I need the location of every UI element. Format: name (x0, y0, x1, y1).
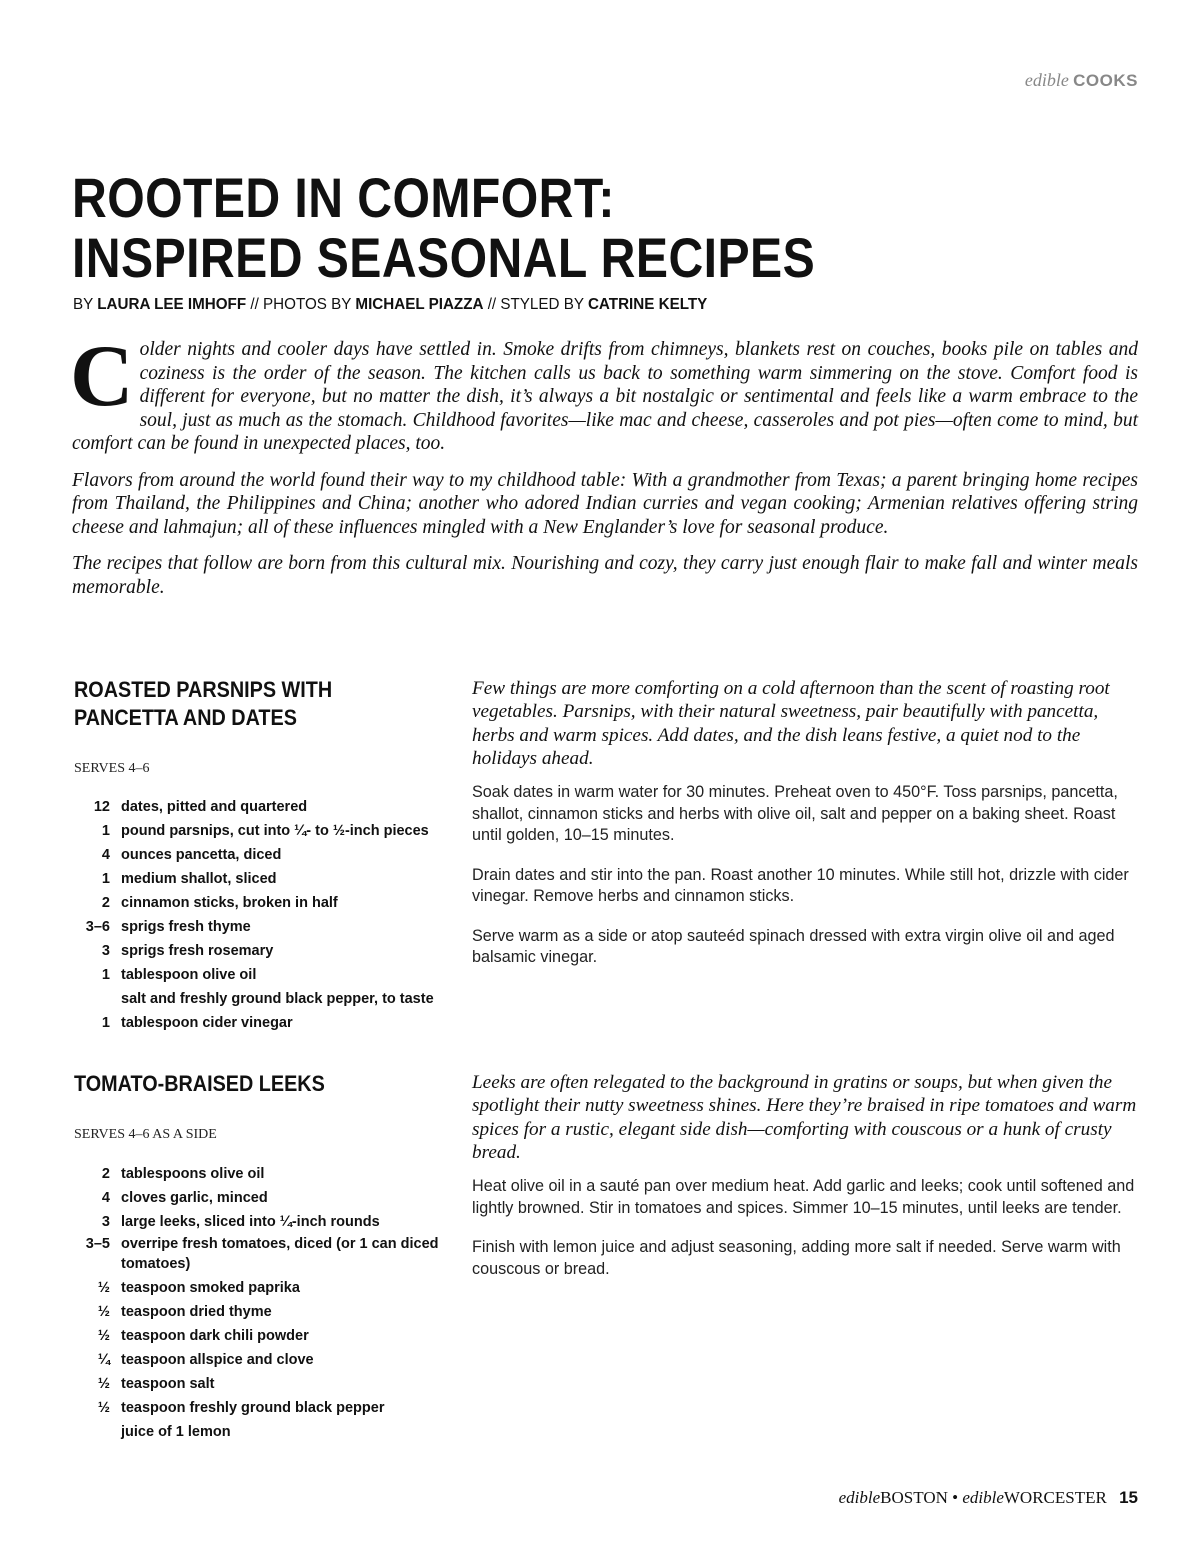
ingredient-item (74, 1013, 454, 1033)
ingredient-item (74, 821, 454, 841)
ingredient-item (74, 1374, 454, 1394)
ingredient-qty (74, 1422, 110, 1442)
byline-author: LAURA LEE IMHOFF (97, 296, 247, 313)
ingredient-qty: 3 (101, 1214, 110, 1230)
ingredient-qty: ½ (97, 1280, 110, 1296)
recipe-serves-leeks: SERVES 4–6 AS A SIDE (74, 1127, 217, 1142)
ingredient-item (74, 1326, 454, 1346)
recipe-lead: Leeks are often relegated to the background in gratins or soups, but when given the spotlight their nutty sweetness shines. Here they’re braised in ripe tomatoes and warm spices for a rustic, elegant side dish—comforting with couscous or a hunk of crusty bread. (472, 1072, 1137, 1163)
footer-edible-1: edible (838, 1488, 881, 1507)
ingredient-qty: ½ (97, 1376, 110, 1392)
ingredient-desc: sprigs fresh thyme (121, 919, 251, 935)
section-name: COOKS (1073, 71, 1138, 90)
section-prefix: edible (1024, 70, 1069, 90)
drop-cap: C (70, 328, 134, 425)
intro (70, 328, 1138, 612)
ingredient-desc: pound parsnips, cut into ¼- to ½-inch pieces (121, 823, 429, 839)
ingredient-desc: teaspoon dried thyme (121, 1304, 272, 1320)
recipe-serves-parsnips: SERVES 4–6 (74, 761, 150, 776)
ingredient-qty: 1 (101, 871, 110, 887)
recipe-body-leeks (472, 1071, 1138, 1298)
ingredient-list-leeks (74, 1164, 454, 1446)
ingredient-desc: tablespoon olive oil (121, 967, 257, 983)
title-line-1: ROOTED IN COMFORT: (72, 166, 615, 229)
recipe-title-parsnips (74, 676, 332, 732)
footer-city-2: WORCESTER (1003, 1488, 1107, 1507)
ingredient-desc: sprigs fresh rosemary (121, 943, 274, 959)
ingredient-desc: teaspoon smoked paprika (121, 1280, 300, 1296)
ingredient-desc: tablespoons olive oil (121, 1166, 265, 1182)
ingredient-item (74, 989, 454, 1009)
intro-paragraph-1 (70, 328, 1138, 456)
page-number: 15 (1119, 1488, 1138, 1507)
ingredient-item (74, 1278, 454, 1298)
byline-photographer: MICHAEL PIAZZA (355, 296, 484, 313)
ingredient-desc: large leeks, sliced into ¼-inch rounds (121, 1214, 380, 1230)
ingredient-qty: ½ (97, 1400, 110, 1416)
ingredient-qty: 3 (101, 943, 110, 959)
ingredient-qty: 4 (101, 1190, 110, 1206)
byline-by: BY (73, 296, 94, 313)
ingredient-item (74, 869, 454, 889)
ingredient-item (74, 1302, 454, 1322)
intro-paragraph-3: The recipes that follow are born from this cultural mix. Nourishing and cozy, they carry just enough flair to make fall and winter meals memorable. (72, 553, 1138, 598)
ingredient-item (74, 965, 454, 985)
recipe-title-line-2: PANCETTA AND DATES (74, 705, 297, 730)
ingredient-item (74, 893, 454, 913)
ingredient-desc: cloves garlic, minced (121, 1190, 268, 1206)
ingredient-desc: teaspoon dark chili powder (121, 1328, 309, 1344)
ingredient-desc: cinnamon sticks, broken in half (121, 895, 338, 911)
footer-city-1: BOSTON (880, 1488, 948, 1507)
ingredient-desc: dates, pitted and quartered (121, 799, 308, 815)
ingredient-list-parsnips (74, 797, 454, 1037)
ingredient-item (74, 941, 454, 961)
byline-styled-by: // STYLED BY (487, 296, 584, 313)
ingredient-desc: teaspoon allspice and clove (121, 1352, 314, 1368)
ingredient-desc: overripe fresh tomatoes, diced (or 1 can diced tomatoes) (121, 1236, 439, 1272)
ingredient-qty: 2 (101, 1166, 110, 1182)
ingredient-desc: juice of 1 lemon (121, 1424, 231, 1440)
ingredient-desc: teaspoon salt (121, 1376, 215, 1392)
section-tag (1025, 70, 1138, 91)
ingredient-item (74, 1234, 454, 1274)
ingredient-qty: ½ (97, 1328, 110, 1344)
recipe-title-leeks (74, 1070, 325, 1098)
ingredient-qty: 1 (101, 967, 110, 983)
ingredient-qty: 4 (101, 847, 110, 863)
byline (73, 296, 707, 314)
ingredient-item (74, 845, 454, 865)
ingredient-desc: salt and freshly ground black pepper, to taste (121, 991, 434, 1007)
ingredient-qty: 3–6 (85, 919, 110, 935)
ingredient-qty: 2 (101, 895, 110, 911)
byline-photos-by: // PHOTOS BY (250, 296, 352, 313)
byline-stylist: CATRINE KELTY (587, 296, 708, 313)
ingredient-desc: teaspoon freshly ground black pepper (121, 1400, 385, 1416)
ingredient-item (74, 1212, 454, 1232)
ingredient-item (74, 1350, 454, 1370)
recipe-title-line-1: TOMATO-BRAISED LEEKS (74, 1071, 325, 1096)
ingredient-item (74, 1188, 454, 1208)
ingredient-item (74, 917, 454, 937)
ingredient-qty: 3–5 (85, 1236, 110, 1252)
ingredient-item (74, 797, 454, 817)
ingredient-qty (74, 989, 110, 1009)
recipe-step: Heat olive oil in a sauté pan over medium heat. Add garlic and leeks; cook until softened and lightly browned. Stir in tomatoes and spices. Simmer 10–15 minutes, until leeks are tender. (472, 1177, 1135, 1217)
ingredient-item (74, 1398, 454, 1418)
ingredient-qty: 12 (93, 799, 110, 815)
ingredient-qty: ½ (97, 1304, 110, 1320)
footer-edible-2: edible (962, 1488, 1004, 1507)
ingredient-item (74, 1422, 454, 1442)
footer-bullet: • (952, 1488, 959, 1507)
page-title (72, 168, 984, 288)
page-footer (839, 1488, 1138, 1508)
recipe-step: Soak dates in warm water for 30 minutes. Preheat oven to 450°F. Toss parsnips, pancetta, shallot, cinnamon sticks and herbs with olive oil, salt and pepper on a baking sheet. Roast until golden, 10–15 minutes. (472, 783, 1118, 845)
recipe-step: Serve warm as a side or atop sauteéd spinach dressed with extra virgin olive oil and aged balsamic vinegar. (472, 926, 1115, 967)
recipe-body-parsnips (472, 677, 1138, 987)
recipe-title-line-1: ROASTED PARSNIPS WITH (74, 677, 333, 702)
ingredient-desc: medium shallot, sliced (121, 871, 277, 887)
ingredient-qty: 1 (101, 1015, 110, 1031)
recipe-step: Drain dates and stir into the pan. Roast another 10 minutes. While still hot, drizzle with cider vinegar. Remove herbs and cinnamon sticks. (472, 865, 1129, 906)
recipe-step: Finish with lemon juice and adjust seasoning, adding more salt if needed. Serve warm with couscous or bread. (472, 1238, 1121, 1278)
ingredient-desc: tablespoon cider vinegar (121, 1015, 293, 1031)
title-line-2: INSPIRED SEASONAL RECIPES (72, 226, 816, 289)
intro-paragraph-1-text: older nights and cooler days have settled in. Smoke drifts from chimneys, blankets rest on couches, books pile on tables and coziness is the order of the season. The kitchen calls us back to something warm simmering on the stove. Comfort food is different for everyone, but no matter the dish, it’s always a bit nostalgic or sentimental and feels like a warm embrace to the soul, just as much as the stomach. Childhood favorites—like mac and cheese, casseroles and pot pies—often come to mind, but comfort can be found in unexpected places, too. (72, 339, 1138, 454)
recipe-lead: Few things are more comforting on a cold afternoon than the scent of roasting root vegetables. Parsnips, with their natural sweetness, pair beautifully with pancetta, herbs and warm spices. Add dates, and the dish leans festive, a quiet nod to the holidays ahead. (472, 678, 1110, 769)
ingredient-item (74, 1164, 454, 1184)
intro-paragraph-2: Flavors from around the world found their way to my childhood table: With a grandmother from Texas; a parent bringing home recipes from Thailand, the Philippines and China; another who adored Indian curries and vegan cooking; Armenian relatives offering string cheese and lahmajun; all of these influences mingled with a New Englander’s love for seasonal produce. (72, 469, 1138, 538)
ingredient-qty: ¼ (97, 1352, 110, 1368)
ingredient-desc: ounces pancetta, diced (121, 847, 282, 863)
ingredient-qty: 1 (101, 823, 110, 839)
